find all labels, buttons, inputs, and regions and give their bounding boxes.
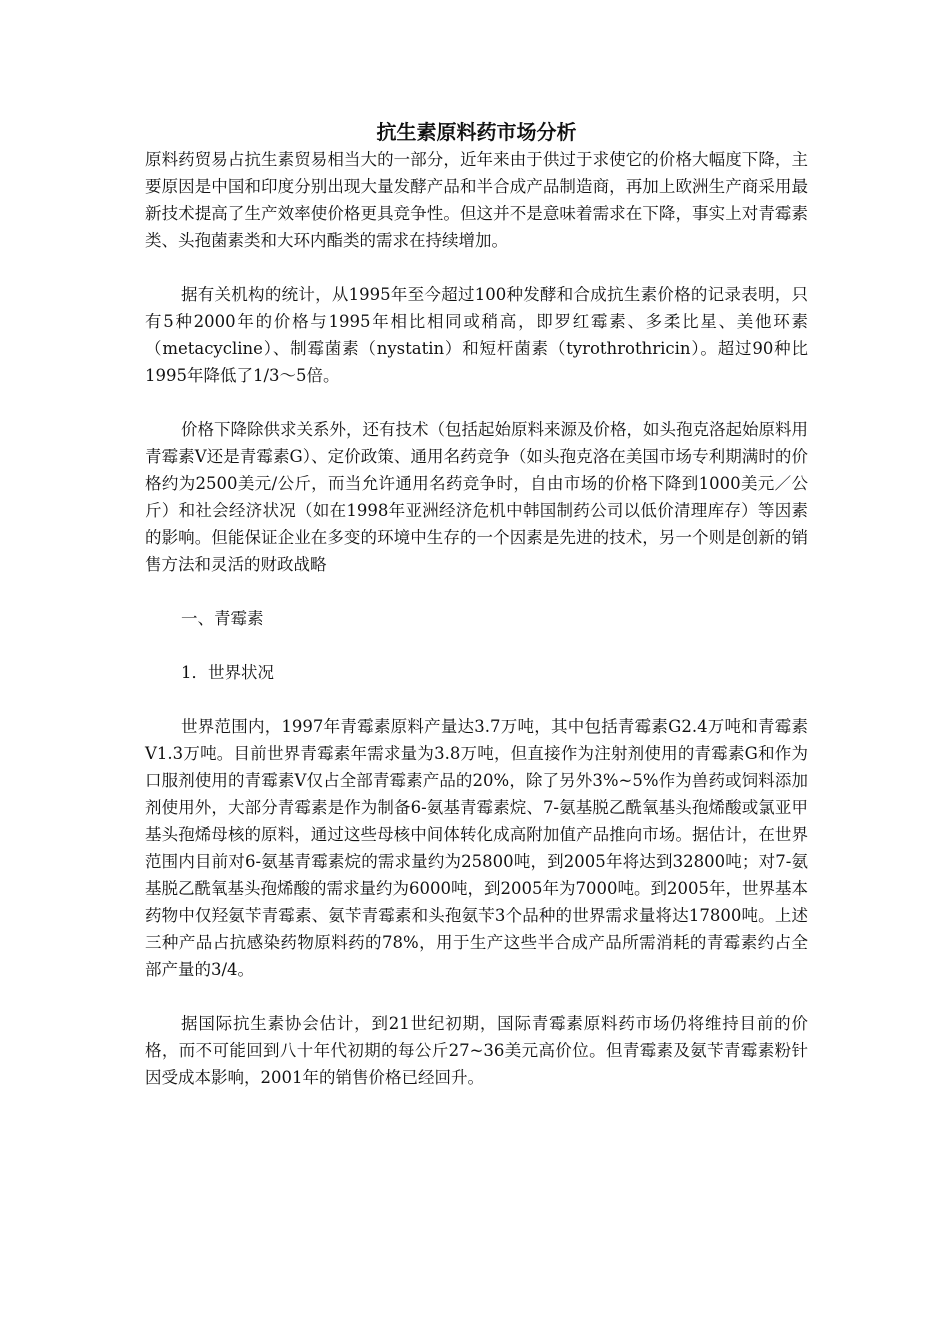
paragraph-intro: 原料药贸易占抗生素贸易相当大的一部分，近年来由于供过于求使它的价格大幅度下降，主要原因是中国和印度分别出现大量发酵产品和半合成产品制造商，再加上欧洲生产商采用最新技术提高了生产效率使价格更具竞争性。但这并不是意味着需求在下降，事实上对青霉素类、头孢菌素类和大环内酯类的需求在持续增加。 bbox=[145, 150, 808, 250]
subsection-heading-world-status: 1．世界状况 bbox=[181, 663, 274, 682]
paragraph-statistics: 据有关机构的统计，从1995年至今超过100种发酵和合成抗生素价格的记录表明，只有5种2000年的价格与1995年相比相同或稍高，即罗红霉素、多柔比星、美他环素（metacycline）、制霉菌素（nystatin）和短杆菌素（tyrothrothricin）。超过90种比1995年降低了1/3～5倍。 bbox=[145, 285, 808, 385]
paragraph-price-factors: 价格下降除供求关系外，还有技术（包括起始原料来源及价格，如头孢克洛起始原料用青霉素Ⅴ还是青霉素G）、定价政策、通用名药竞争（如头孢克洛在美国市场专利期满时的价格约为2500美元/公斤，而当允许通用名药竞争时，自由市场的价格下降到1000美元／公斤）和社会经济状况（如在1998年亚洲经济危机中韩国制药公司以低价清理库存）等因素的影响。但能保证企业在多变的环境中生存的一个因素是先进的技术，另一个则是创新的销售方法和灵活的财政战略 bbox=[145, 420, 808, 574]
document-title: 抗生素原料药市场分析 bbox=[376, 120, 577, 144]
document-page bbox=[145, 118, 808, 1118]
section-heading-penicillin: 一、青霉素 bbox=[181, 609, 264, 628]
paragraph-market-forecast: 据国际抗生素协会估计，到21世纪初期，国际青霉素原料药市场仍将维持目前的价格，而不可能回到八十年代初期的每公斤27~36美元高价位。但青霉素及氨苄青霉素粉针因受成本影响，2001年的销售价格已经回升。 bbox=[145, 1014, 808, 1087]
paragraph-world-production: 世界范围内，1997年青霉素原料产量达3.7万吨，其中包括青霉素G2.4万吨和青霉素V1.3万吨。目前世界青霉素年需求量为3.8万吨，但直接作为注射剂使用的青霉素G和作为口服剂使用的青霉素Ⅴ仅占全部青霉素产品的20%，除了另外3%~5%作为兽药或饲料添加剂使用外，大部分青霉素是作为制备6-氨基青霉素烷、7-氨基脱乙酰氧基头孢烯酸或氯亚甲基头孢烯母核的原料，通过这些母核中间体转化成高附加值产品推向市场。据估计，在世界范围内目前对6-氨基青霉素烷的需求量约为25800吨，到2005年将达到32800吨；对7-氨基脱乙酰氧基头孢烯酸的需求量约为6000吨，到2005年为7000吨。到2005年，世界基本药物中仅羟氨苄青霉素、氨苄青霉素和头孢氨苄3个品种的世界需求量将达17800吨。上述三种产品占抗感染药物原料药的78%，用于生产这些半合成产品所需消耗的青霉素约占全部产量的3/4。 bbox=[145, 717, 808, 979]
